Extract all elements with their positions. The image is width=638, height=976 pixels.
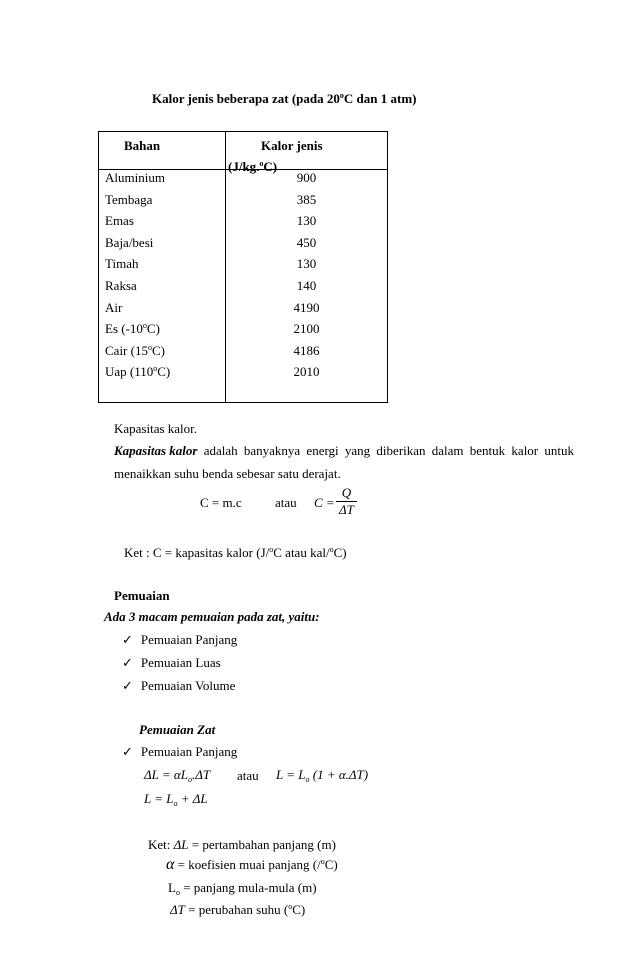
table-row [99,343,388,365]
kapasitas-keterangan: Ket : C = kapasitas kalor (J/$^o$C atau kal/$^o$C) [124,545,347,560]
equation-delta-l: $\Delta L = \alpha L_o.\Delta T$ [144,767,211,784]
list-item: ✓ Pemuaian Luas [122,655,221,671]
equation-l-full: $L = L_o$ (1 + α.ΔT) [276,767,369,784]
bahan-cell: Raksa [99,278,226,300]
spacer-cell [99,386,226,403]
kalor-jenis-cell: 130 [296,256,317,272]
header-bahan: Bahan [124,138,161,153]
table-row [99,278,388,300]
keterangan-3: $L_o$ = panjang mula-mula (m) [168,880,317,897]
kalor-jenis-cell: 4190 [293,299,320,315]
fraction-denominator: ΔT [339,502,354,517]
kapasitas-definition-line1: Kapasitas kalor adalah banyaknya energi yang diberikan dalam bentuk kalor untuk [114,443,574,458]
table-row [99,256,388,278]
formula-atau: atau [275,495,297,510]
table-row [99,321,388,343]
kalor-jenis-cell: 140 [296,277,317,293]
spacer-cell [226,386,388,403]
header-kalor-jenis: Kalor jenis [261,138,323,153]
fraction-numerator: Q [336,485,357,502]
bahan-cell: Uap (110$^o$C) [99,364,226,386]
table-row [99,235,388,257]
bahan-cell: Tembaga [99,192,226,214]
check-icon: ✓ [122,633,133,648]
kalor-jenis-cell: 900 [296,170,317,185]
kapasitas-definition-line2: menaikkan suhu benda sebesar satu derajat. [114,466,341,481]
check-icon: ✓ [122,679,133,694]
pemuaian-intro: Ada 3 macam pemuaian pada zat, yaitu: [104,609,320,624]
table-spacer-row [99,386,388,403]
check-icon: ✓ [122,656,133,671]
kalor-jenis-cell: 2010 [293,364,320,380]
table-row [99,213,388,235]
keterangan-1: Ket: ΔL = pertambahan panjang (m) [148,837,336,852]
check-icon: ✓ [122,745,133,760]
bahan-cell: Aluminium [99,170,226,192]
kalor-jenis-cell: 4186 [293,342,320,358]
bahan-cell: Emas [99,213,226,235]
table-row [99,300,388,322]
keterangan-4: ΔT = perubahan suhu ($^o$C) [170,902,306,917]
bahan-cell: Cair (15$^o$C) [99,343,226,365]
bahan-cell: Air [99,300,226,322]
bahan-cell: Es (-10$^o$C) [99,321,226,343]
header-bahan-cell [99,132,226,170]
bahan-cell: Timah [99,256,226,278]
header-unit: (J/kg.$^o$C) [228,159,278,174]
formula-c-lhs: C = [314,495,335,510]
sub-list-item: ✓ Pemuaian Panjang [122,744,238,760]
formula-fraction [336,485,357,518]
list-item: ✓ Pemuaian Panjang [122,632,238,648]
equation-l-sum: $L = L_o + \Delta L$ [144,791,208,808]
keterangan-2: α = koefisien muai panjang (/$^o$C) [166,856,338,873]
kapasitas-heading: Kapasitas kalor. [114,421,198,436]
kalor-jenis-cell: 2100 [293,321,320,337]
table-title: Kalor jenis beberapa zat (pada 20$^o$C dan 1 atm) [152,91,417,106]
pemuaian-heading: Pemuaian [114,588,170,603]
specific-heat-table [98,131,388,403]
header-kalor-cell [226,132,388,174]
table-header-row [99,132,388,170]
equation-atau: atau [237,768,259,783]
formula-c-mc: C = m.c [200,495,242,510]
table-body [99,170,388,403]
kalor-jenis-cell: 450 [296,234,317,250]
bahan-cell: Baja/besi [99,235,226,257]
table-row [99,192,388,214]
pemuaian-zat-subheading: Pemuaian Zat [139,722,216,737]
kalor-jenis-cell: 385 [296,191,317,207]
table-row [99,364,388,386]
kalor-jenis-cell: 130 [296,213,317,229]
list-item: ✓ Pemuaian Volume [122,678,236,694]
